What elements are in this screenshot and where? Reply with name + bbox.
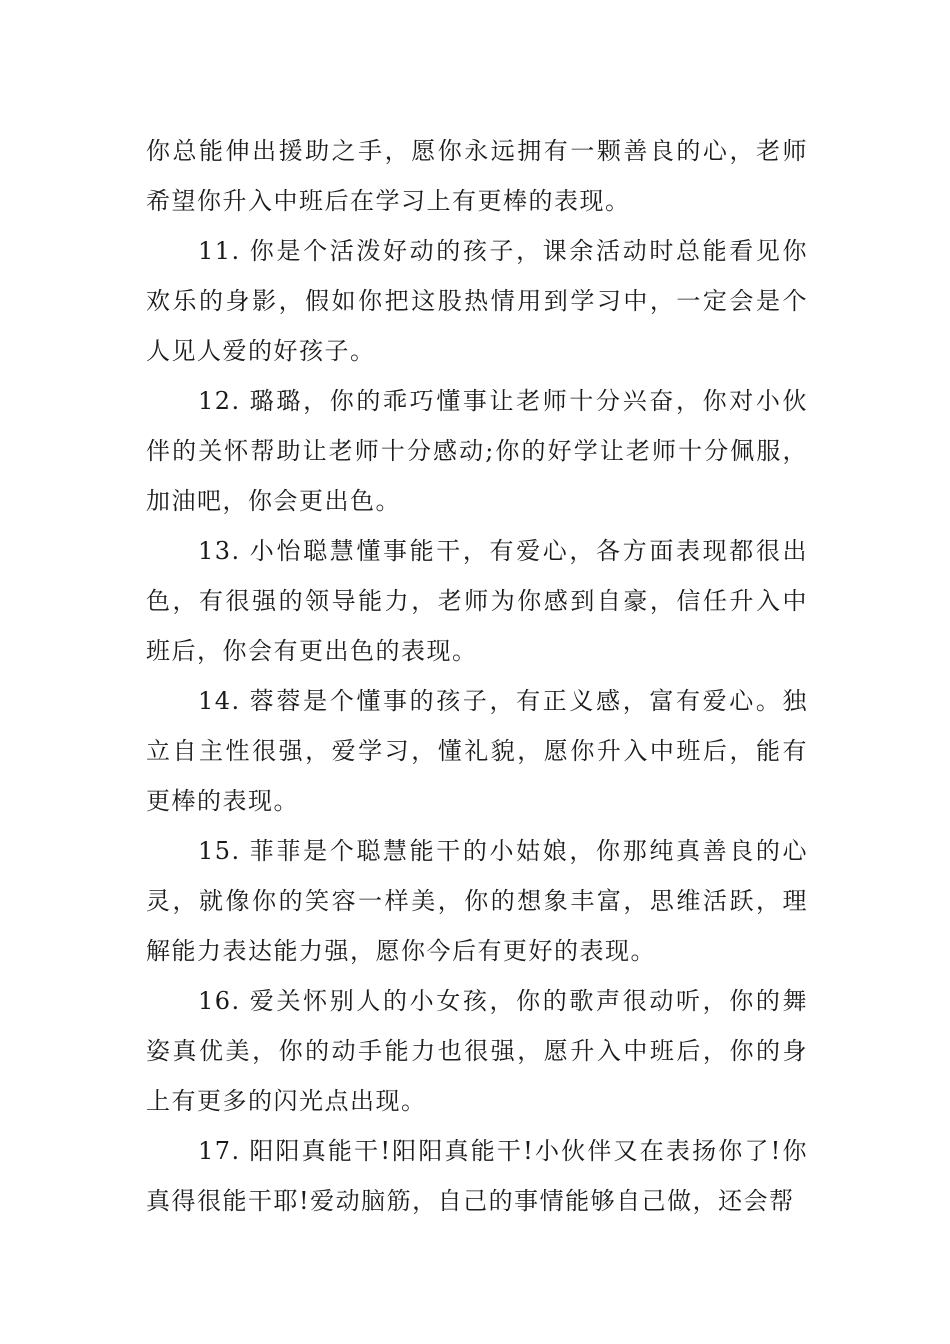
paragraph-text: 你是个活泼好动的孩子，课余活动时总能看见你欢乐的身影，假如你把这股热情用到学习中，一定会是个人见人爱的好孩子。 (146, 237, 808, 365)
paragraph-12 (146, 376, 808, 526)
paragraph-number: 16. (198, 987, 241, 1015)
paragraph-number: 11. (198, 237, 241, 265)
paragraph-15 (146, 826, 808, 976)
paragraph-text: 爱关怀别人的小女孩，你的歌声很动听，你的舞姿真优美，你的动手能力也很强，愿升入中班后，你的身上有更多的闪光点出现。 (146, 987, 808, 1115)
paragraph-11 (146, 226, 808, 376)
paragraph-text: 小怡聪慧懂事能干，有爱心，各方面表现都很出色，有很强的领导能力，老师为你感到自豪，信任升入中班后，你会有更出色的表现。 (146, 537, 808, 665)
paragraph-14 (146, 676, 808, 826)
paragraph-17 (146, 1126, 808, 1226)
paragraph-text: 菲菲是个聪慧能干的小姑娘，你那纯真善良的心灵，就像你的笑容一样美，你的想象丰富，思维活跃，理解能力表达能力强，愿你今后有更好的表现。 (146, 837, 808, 965)
paragraph-number: 17. (198, 1137, 241, 1165)
paragraph-13 (146, 526, 808, 676)
paragraph-text: 璐璐，你的乖巧懂事让老师十分兴奋，你对小伙伴的关怀帮助让老师十分感动;你的好学让老师十分佩服，加油吧，你会更出色。 (146, 387, 808, 515)
paragraph-continued (146, 126, 808, 226)
document-body (146, 126, 808, 1226)
paragraph-text: 蓉蓉是个懂事的孩子，有正义感，富有爱心。独立自主性很强，爱学习，懂礼貌，愿你升入中班后，能有更棒的表现。 (146, 687, 808, 815)
paragraph-text: 阳阳真能干!阳阳真能干!小伙伴又在表扬你了!你真得很能干耶!爱动脑筋，自己的事情能够自己做，还会帮 (146, 1137, 808, 1215)
paragraph-number: 12. (198, 387, 241, 415)
paragraph-number: 13. (198, 537, 241, 565)
paragraph-number: 14. (198, 687, 241, 715)
paragraph-16 (146, 976, 808, 1126)
paragraph-number: 15. (198, 837, 241, 865)
paragraph-text: 你总能伸出援助之手，愿你永远拥有一颗善良的心，老师希望你升入中班后在学习上有更棒的表现。 (146, 137, 808, 215)
